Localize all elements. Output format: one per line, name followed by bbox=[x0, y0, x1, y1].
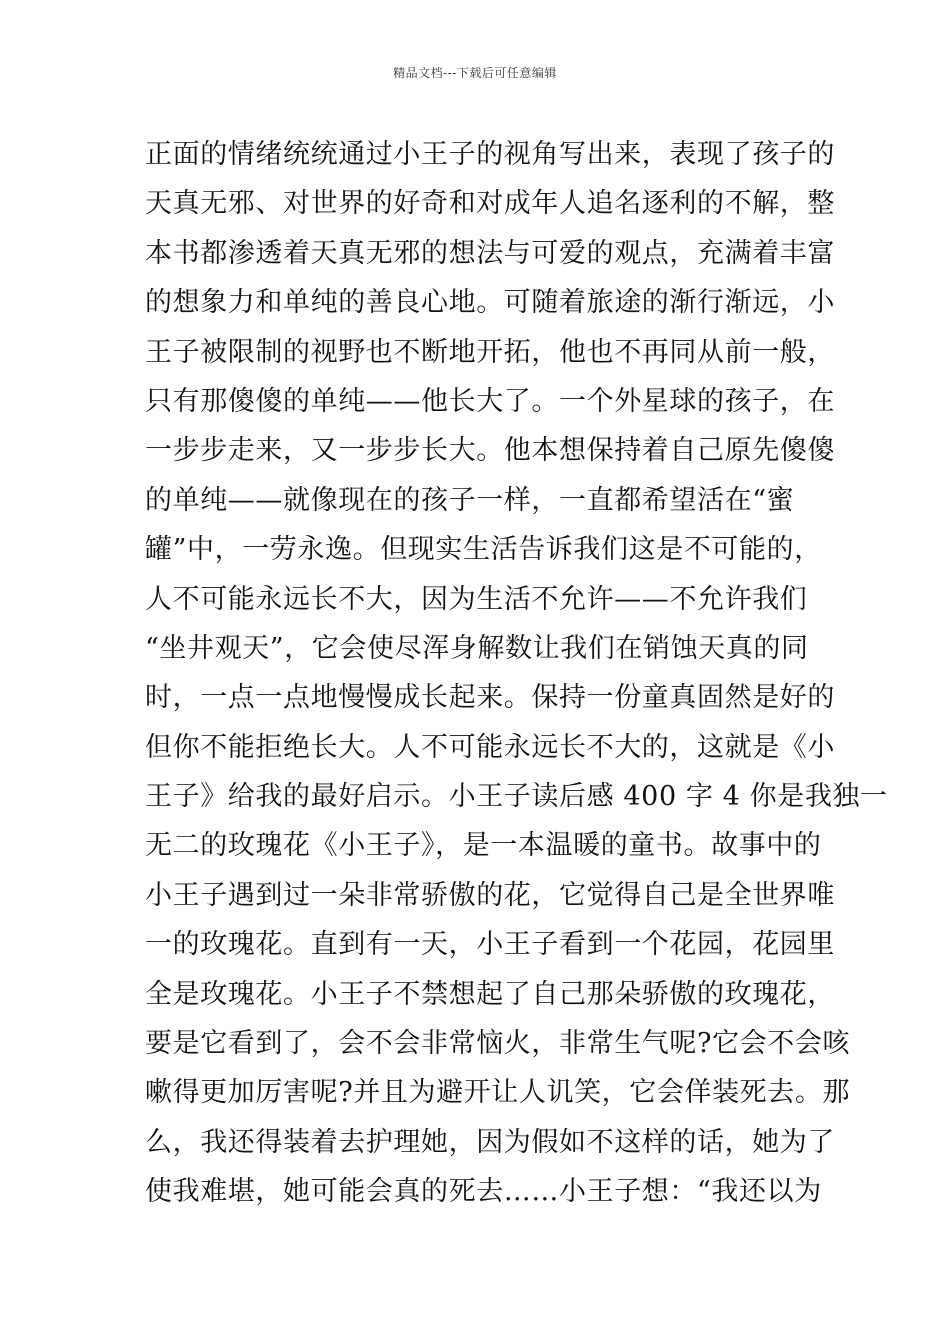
text-line: 王子被限制的视野也不断地开拓，他也不再同从前一般， bbox=[145, 336, 835, 368]
text-line: 人不可能永远长不大，因为生活不允许——不允许我们 bbox=[145, 583, 808, 615]
text-line: 王子》给我的最好启示。小王子读后感 400 字 4 你是我独一 bbox=[145, 781, 888, 813]
text-line: 一步步走来，又一步步长大。他本想保持着自己原先傻傻 bbox=[145, 435, 835, 467]
text-line: 小王子遇到过一朵非常骄傲的花，它觉得自己是全世界唯 bbox=[145, 879, 835, 911]
text-line: 只有那傻傻的单纯——他长大了。一个外星球的孩子，在 bbox=[145, 385, 835, 417]
text-line: 么，我还得装着去护理她，因为假如不这样的话，她为了 bbox=[145, 1126, 835, 1158]
page-header: 精品文档---下载后可任意编辑 bbox=[393, 66, 557, 80]
text-line: 天真无邪、对世界的好奇和对成年人追名逐利的不解，整 bbox=[145, 188, 835, 220]
text-line: 罐”中，一劳永逸。但现实生活告诉我们这是不可能的， bbox=[145, 534, 822, 566]
text-line: 嗽得更加厉害呢?并且为避开让人讥笑，它会佯装死去。那 bbox=[145, 1077, 851, 1109]
text-line: 本书都渗透着天真无邪的想法与可爱的观点，充满着丰富 bbox=[145, 237, 835, 269]
text-line: 无二的玫瑰花《小王子》，是一本温暖的童书。故事中的 bbox=[145, 830, 822, 862]
text-line: “坐井观天”，它会使尽浑身解数让我们在销蚀天真的同 bbox=[145, 632, 809, 664]
text-line: 的单纯——就像现在的孩子一样，一直都希望活在“蜜 bbox=[145, 484, 795, 516]
text-line: 时，一点一点地慢慢成长起来。保持一份童真固然是好的 bbox=[145, 682, 835, 714]
text-line: 全是玫瑰花。小王子不禁想起了自己那朵骄傲的玫瑰花， bbox=[145, 978, 835, 1010]
text-line: 一的玫瑰花。直到有一天，小王子看到一个花园，花园里 bbox=[145, 929, 835, 961]
text-line: 要是它看到了，会不会非常恼火，非常生气呢?它会不会咳 bbox=[145, 1028, 851, 1060]
body-text bbox=[145, 130, 888, 1217]
text-line: 但你不能拒绝长大。人不可能永远长不大的，这就是《小 bbox=[145, 731, 835, 763]
text-line: 的想象力和单纯的善良心地。可随着旅途的渐行渐远，小 bbox=[145, 287, 835, 319]
text-line: 正面的情绪统统通过小王子的视角写出来，表现了孩子的 bbox=[145, 139, 835, 170]
text-line: 使我难堪，她可能会真的死去……小王子想：“我还以为 bbox=[145, 1176, 822, 1208]
